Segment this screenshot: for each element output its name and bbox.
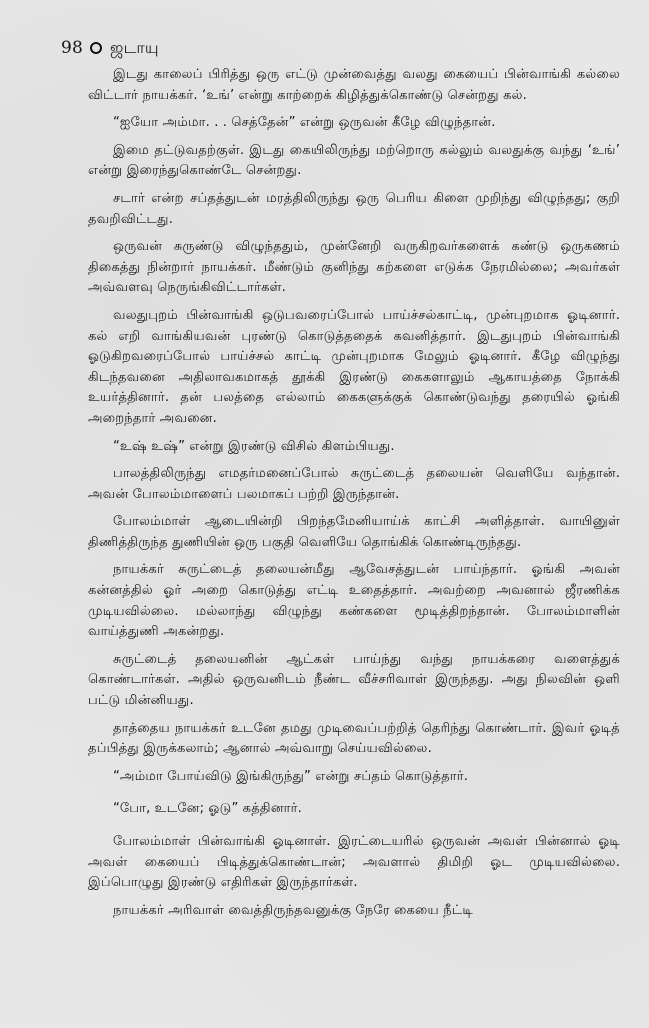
paragraph: சடார் என்ற சப்தத்துடன் மரத்திலிருந்து ஒரு பெரிய கிளை முறிந்து விழுந்தது; குறி தவறிவிட்டது. (88, 190, 620, 227)
paragraph: தாத்தைய நாயக்கர் உடனே தமது முடிவைப்பற்றித் தெரிந்து கொண்டார். இவர் ஓடித் தப்பித்து இருக்கலாம்; ஆனால் அவ்வாறு செய்யவில்லை. (88, 720, 620, 757)
paragraph: இமை தட்டுவதற்குள். இடது கையிலிருந்து மற்றொரு கல்லும் வலதுக்கு வந்து ‘உங்’ என்று இரைந்துகொண்டே சென்றது. (88, 142, 620, 179)
paragraph: போலம்மாள் ஆடையின்றி பிறந்தமேனியாய்க் காட்சி அளித்தாள். வாயினுள் திணித்திருந்த துணியின் ஒரு பகுதி வெளியே தொங்கிக் கொண்டிருந்தது. (88, 514, 620, 550)
circle-ornament-icon (90, 42, 102, 54)
paragraph: “அம்மா போய்விடு இங்கிருந்து” என்று சப்தம் கொடுத்தார். (113, 768, 469, 784)
paragraph: நாயக்கர் அரிவாள் வைத்திருந்தவனுக்கு நேரே கையை நீட்டி (113, 902, 473, 918)
paragraph: இடது காலைப் பிரித்து ஒரு எட்டு முன்வைத்து வலது கையைப் பின்வாங்கி கல்லை விட்டார் நாயக்கர். ‘உங்’ என்று காற்றைக் கிழித்துக்கொண்டு சென்றது கல். (88, 67, 620, 103)
page-number: 98 (61, 38, 84, 58)
paragraph: நாயக்கர் சுருட்டைத் தலையன்மீது ஆவேசத்துடன் பாய்ந்தார். ஓங்கி அவன் கன்னத்தில் ஓர் அறை கொடுத்து எட்டி உதைத்தார். அவற்றை அவனால் ஜீரணிக்க முடியவில்லை. மல்லாந்து விழுந்து கண்களை மூடித்திறந்தான். போலம்மாளின் வாய்த்துணி அகன்றது. (88, 562, 620, 640)
paragraph: பாலத்திலிருந்து எமதர்மனைப்போல் சுருட்டைத் தலையன் வெளியே வந்தான். அவன் போலம்மாளைப் பலமாகப் பற்றி இருந்தான். (88, 466, 620, 502)
paragraph: “ஐயோ அம்மா. . . செத்தேன்” என்று ஒருவன் கீழே விழுந்தான். (113, 115, 496, 131)
paragraph: ஒருவன் சுருண்டு விழுந்ததும், முன்னேறி வருகிறவர்களைக் கண்டு ஒருகணம் திகைத்து நின்றார் நாயக்கர். மீண்டும் குனிந்து கற்களை எடுக்க நேரமில்லை; அவர்கள் அவ்வளவு நெருங்கிவிட்டார்கள். (88, 239, 620, 296)
page-header (61, 36, 159, 60)
paragraph: வலதுபுறம் பின்வாங்கி ஒடுபவரைப்போல் பாய்ச்சல்காட்டி, முன்புறமாக ஓடினார். கல் எறி வாங்கியவன் புரண்டு கொடுத்ததைக் கவனித்தார். இடதுபுறம் பின்வாங்கி ஓடுகிறவரைப்போல் பாய்ச்சல் காட்டி முன்புறமாக மேலும் ஓடினார். கீழே விழுந்து கிடந்தவனை அதிலாவகமாகத் தூக்கி இரண்டு கைகளாலும் ஆகாயத்தை நோக்கி உயர்த்தினார். தன் பலத்தை எல்லாம் கைகளுக்குக் கொண்டுவந்து தரையில் ஓங்கி அறைந்தார் அவனை. (88, 307, 620, 426)
paragraph: “உஷ் உஷ்” என்று இரண்டு விசில் கிளம்பியது. (113, 438, 395, 454)
body-text (88, 65, 620, 928)
paragraph: சுருட்டைத் தலையனின் ஆட்கள் பாய்ந்து வந்து நாயக்கரை வளைத்துக் கொண்டார்கள். அதில் ஒருவனிடம் நீண்ட வீச்சரிவாள் இருந்தது. அது நிலவின் ஒளி பட்டு மின்னியது. (88, 651, 620, 709)
paragraph: போலம்மாள் பின்வாங்கி ஓடினாள். இரட்டையரில் ஒருவன் அவள் பின்னால் ஓடி அவள் கையைப் பிடித்துக்கொண்டான்; அவளால் திமிறி ஓட முடியவில்லை. இப்பொழுது இரண்டு எதிரிகள் இருந்தார்கள். (88, 834, 620, 891)
paragraph: “போ, உடனே; ஓடு” கத்தினார். (113, 801, 302, 817)
book-title: ஜடாயு (110, 37, 159, 57)
